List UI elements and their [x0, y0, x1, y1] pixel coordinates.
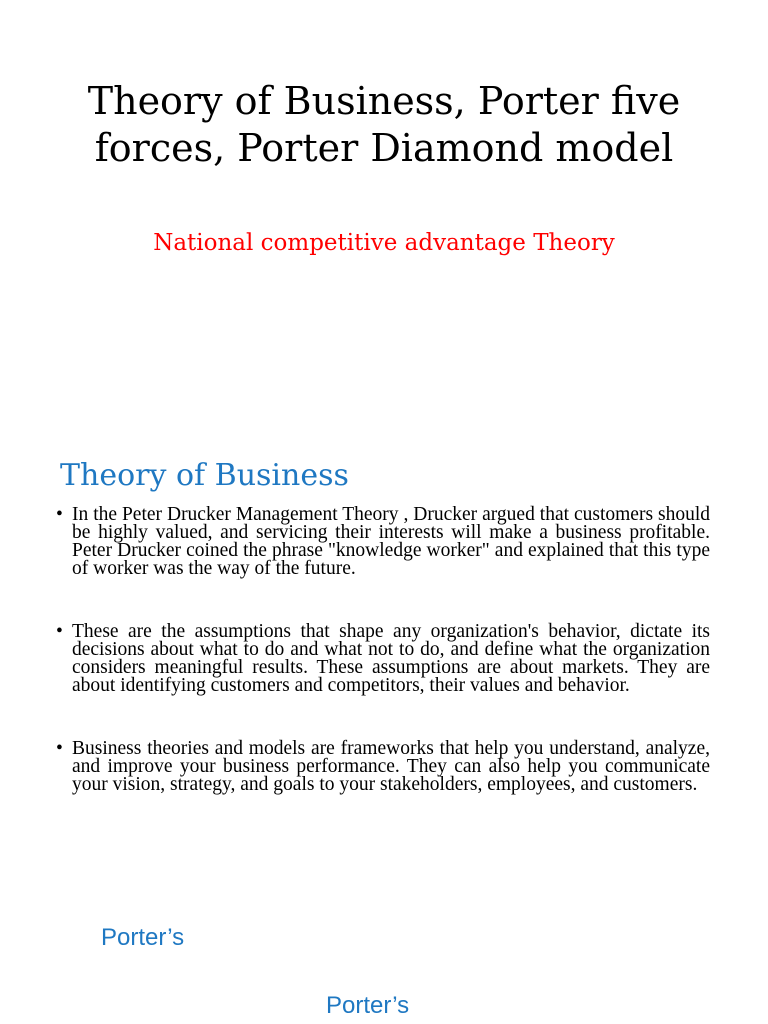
bullet-list	[56, 506, 710, 794]
bullet-text: These are the assumptions that shape any organization's behavior, dictate its decisions about what to do and what not to do, and define what the organization considers meaningful results. These assumptions are about markets. They are about identifying customers and competitors, their values and behavior.	[72, 621, 710, 696]
bullet-text: Business theories and models are frameworks that help you understand, analyze, and improve your business performance. They can also help you communicate your vision, strategy, and goals to your stakeholders, employees, and customers.	[72, 738, 710, 795]
page-title: Theory of Business, Porter five forces, Porter Diamond model	[87, 79, 681, 170]
bullet-text: In the Peter Drucker Management Theory , Drucker argued that customers should be highly valued, and servicing their interests will make a business profitable. Peter Drucker coined the phrase "knowledge worker" and explained that this type of worker was the way of the future.	[72, 504, 710, 579]
porter-label-secondary: Porter’s	[326, 992, 410, 1019]
bullet-marker: •	[56, 738, 63, 759]
porter-slide	[0, 870, 768, 1024]
bullet-marker: •	[56, 621, 63, 642]
theory-of-business-slide	[0, 430, 768, 870]
title-slide	[0, 0, 768, 430]
section-heading: Theory of Business	[60, 458, 349, 493]
list-item	[56, 506, 710, 578]
list-item	[56, 740, 710, 794]
list-item	[56, 623, 710, 695]
page-subtitle: National competitive advantage Theory	[153, 230, 615, 256]
bullet-marker: •	[56, 504, 63, 525]
porter-label: Porter’s	[101, 924, 185, 951]
